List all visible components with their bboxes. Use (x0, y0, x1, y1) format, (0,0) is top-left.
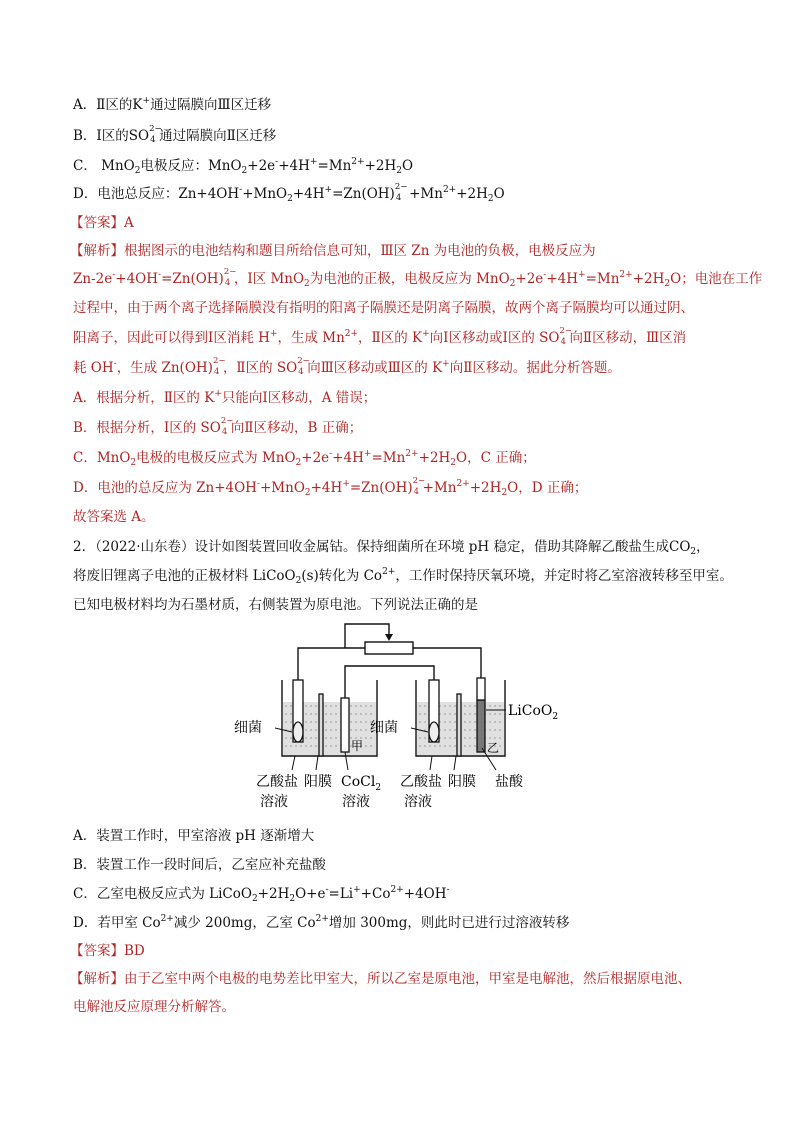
label-acetate-right-2: 溶液 (404, 794, 432, 810)
q1-option-c: C． MnO$_2$电极反应：$MnO_2+2e^-+4H^+=Mn^{2+}+2H_2O$ (73, 157, 414, 176)
q2-stem-line1: 2．（2022·山东卷）设计如图装置回收金属钴。保持细菌所在环境 pH 稳定，借助其降解乙酸盐生成$CO_2$， (73, 539, 710, 557)
label-jia: 甲 (351, 739, 364, 753)
q2-option-d: D．若甲室 $Co^{2+}$减少 200mg，乙室 $Co^{2+}$增加 300mg，则此时已进行过溶液转移 (73, 914, 570, 931)
q2-stem-line2: 将废旧锂离子电池的正极材料 LiCoO$_2$(s)转化为 $Co^{2+}$，工作时保持厌氧环境，并定时将乙室溶液转移至甲室。 (73, 567, 733, 586)
q2-option-c: C．乙室电极反应式为 $LiCoO_2+2H_2O+e^-=Li^++Co^{2+}+4OH^-$ (73, 885, 450, 904)
label-bacteria-right: 细菌 (370, 720, 398, 736)
label-acetate-right-1: 乙酸盐 (400, 774, 442, 790)
label-hcl: 盐酸 (495, 774, 523, 790)
q1-option-b: B．Ⅰ区的SO 2− 4 通过隔膜向Ⅱ区迁移 (73, 124, 277, 145)
q1-option-a: A．Ⅱ区的K+通过隔膜向Ⅲ区迁移 (73, 96, 272, 113)
q1-analysis-line5: 耗 OH-，生成 Zn(OH) 2− 4 ，Ⅱ区的 SO 2− 4 向Ⅲ区移动或Ⅲ区的 K+向Ⅱ区移动。据此分析答题。 (73, 356, 621, 377)
q2-analysis-line2: 电解池反应原理分析解答。 (73, 999, 235, 1015)
label-acetate-left-2: 溶液 (260, 794, 288, 810)
q1-analysis-line4: 阳离子，因此可以得到Ⅰ区消耗 H+，生成 $Mn^{2+}$，Ⅱ区的 K+向Ⅰ区移动或Ⅰ区的 SO 2− 4 向Ⅱ区移动，Ⅲ区消 (73, 326, 687, 347)
q1-analysis-line3: 过程中，由于两个离子选择隔膜没有指明的阳离子隔膜还是阴离子隔膜，故两个离子隔膜均可以通过阴、 (73, 300, 694, 316)
q1-analysis-conclusion: 故答案选 A。 (73, 509, 155, 525)
q2-analysis-line1: 【解析】由于乙室中两个电极的电势差比甲室大，所以乙室是原电池，甲室是电解池，然后根据原电池、 (70, 971, 691, 987)
q1-analysis-c: C．MnO$_2$电极的电极反应式为 $MnO_2+2e^-+4H^+=Mn^{2+}+2H_2O$，C 正确； (73, 449, 536, 468)
label-licoo2: LiCoO$_2$ (508, 703, 559, 722)
label-cocl2: CoCl$_2$ (341, 774, 382, 793)
q1-analysis-line2: Zn-2e-+4OH-=Zn(OH) 2− 4 ，Ⅰ区 MnO$_2$为电池的正极，电极反应为 $MnO_2+2e^-+4H^+=Mn^{2+}+2H_2O$；电池在工作 (73, 267, 763, 289)
label-membrane-left: 阳膜 (304, 774, 332, 790)
q2-option-b: B．装置工作一段时间后，乙室应补充盐酸 (73, 857, 326, 873)
label-cocl2-solution: 溶液 (342, 794, 370, 810)
label-bacteria-left: 细菌 (234, 720, 262, 736)
q1-answer: 【答案】A (70, 215, 134, 231)
q1-analysis-d: D．电池的总反应为 Zn+4OH-+MnO$_2$+4H+=Zn(OH) 2− 4 $+Mn^{2+}+2H_2O$，D 正确； (73, 476, 588, 498)
label-acetate-left-1: 乙酸盐 (256, 774, 298, 790)
label-membrane-right: 阳膜 (448, 774, 476, 790)
label-yi: 乙 (487, 741, 500, 755)
q1-analysis-b: B．根据分析，Ⅰ区的 SO 2− 4 向Ⅱ区移动，B 正确； (73, 416, 363, 437)
q1-analysis-line1: 【解析】根据图示的电池结构和题目所给信息可知，Ⅲ区 Zn 为电池的负极，电极反应为 (70, 243, 596, 259)
q1-option-d: D．电池总反应：Zn+4OH-+MnO$_2$+4H+=Zn(OH) 2− 4 $+Mn^{2+}+2H_2O$ (73, 182, 505, 204)
q2-answer: 【答案】BD (70, 943, 145, 959)
q1-analysis-a: A．根据分析，Ⅱ区的 K+只能向Ⅰ区移动，A 错误； (73, 389, 377, 406)
electrochemical-cell-diagram (220, 618, 580, 818)
q2-stem-line3: 已知电极材料均为石墨材质，右侧装置为原电池。下列说法正确的是 (73, 597, 478, 613)
q2-option-a: A．装置工作时，甲室溶液 pH 逐渐增大 (73, 828, 315, 844)
